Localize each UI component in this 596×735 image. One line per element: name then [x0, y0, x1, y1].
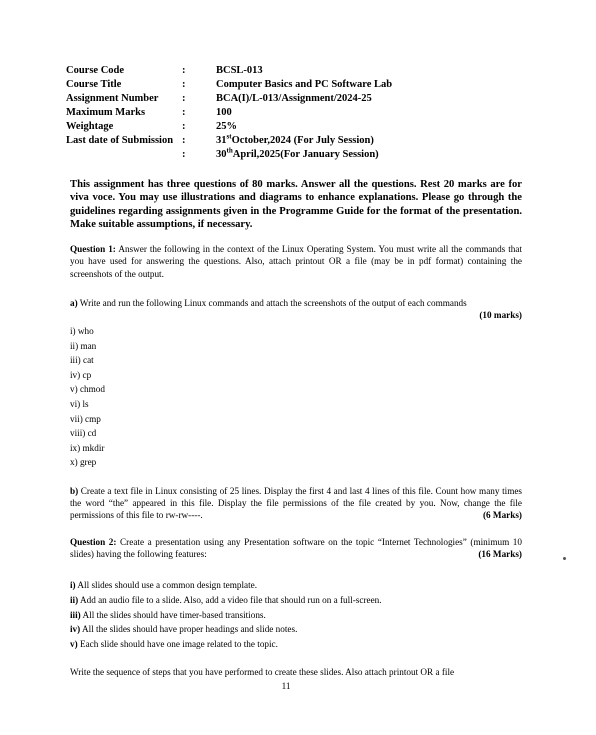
info-colon: :	[182, 79, 186, 90]
question-2-text: Create a presentation using any Presentation software on the topic “Internet Technologies” (minimum 10 slides) having the following features:	[70, 537, 522, 560]
list-item: iv) cp	[70, 369, 92, 380]
info-label: Course Code	[66, 65, 125, 76]
info-colon: :	[182, 93, 186, 104]
info-label: Last date of Submission	[66, 135, 174, 146]
info-value: Computer Basics and PC Software Lab	[216, 79, 393, 90]
list-item: ii) man	[70, 340, 97, 351]
list-item: vii) cmp	[70, 413, 101, 424]
part-a-text: Write and run the following Linux commands and attach the screenshots of the output of each commands	[77, 298, 467, 308]
info-value: BCA(I)/L-013/Assignment/2024-25	[216, 93, 372, 104]
list-item: i) who	[70, 326, 94, 336]
question-2-label: Question 2:	[70, 537, 117, 547]
stray-dot-mark	[563, 557, 566, 560]
list-item: i) All slides should use a common design template.	[70, 580, 258, 590]
info-label: Weightage	[66, 121, 114, 132]
part-b-marks: (6 Marks)	[482, 510, 522, 521]
info-value: 25%	[216, 121, 237, 132]
info-label: Course Title	[66, 79, 122, 90]
question-1-text: Answer the following in the context of the Linux Operating System. You must write all the commands that you have used for answering the questions. Also, attach printout OR a file (may be in pdf format) containing the screenshots of the output.	[70, 244, 522, 279]
list-item: vi) ls	[70, 398, 89, 409]
question-2-marks: (16 Marks)	[478, 549, 522, 560]
submission-date-july: 31stOctober,2024 (For July Session)	[216, 132, 374, 146]
info-label: Maximum Marks	[66, 107, 146, 118]
part-a-label: a)	[70, 298, 78, 308]
info-label: Assignment Number	[66, 93, 159, 104]
part-b-text: Create a text file in Linux consisting of 25 lines. Display the first 4 and last 4 lines of this file. Count how many times the word “the” appeared in this file. Display the file permissions of the file created by you. Now, change the file permissions of this file to rw-rw----.	[70, 486, 522, 521]
list-item: iii) All the slides should have timer-based transitions.	[70, 609, 266, 620]
list-item: ii) Add an audio file to a slide. Also, add a video file that should run on a full-screen.	[70, 594, 382, 605]
question-1	[70, 243, 522, 280]
list-item: v) chmod	[70, 384, 105, 395]
page-number: 11	[281, 681, 291, 691]
list-item: iv) All the slides should have proper headings and slide notes.	[70, 624, 298, 635]
info-value: BCSL-013	[216, 65, 263, 76]
list-item: ix) mkdir	[70, 442, 105, 453]
info-colon: :	[182, 65, 186, 76]
part-b	[70, 485, 522, 522]
list-item: viii) cd	[70, 428, 97, 439]
info-value: 100	[216, 107, 232, 118]
part-a	[70, 297, 522, 321]
info-colon: :	[182, 121, 186, 132]
presentation-feature-list	[70, 578, 382, 652]
info-colon: :	[182, 149, 186, 160]
part-a-marks: (10 marks)	[479, 310, 522, 320]
list-item: iii) cat	[70, 355, 94, 366]
info-colon: :	[182, 107, 186, 118]
question-2	[70, 536, 522, 560]
list-item: x) grep	[70, 457, 97, 468]
info-colon: :	[182, 135, 186, 146]
linux-command-list	[70, 324, 105, 470]
part-b-label: b)	[70, 486, 79, 496]
assignment-instructions: This assignment has three questions of 80 marks. Answer all the questions. Rest 20 marks are for viva voce. You may use illustrations and diagrams to enhance explanations. Please go through the guidelines regarding assignments given in the Programme Guide for the format of the presentation. Make suitable assumptions, if necessary.	[70, 179, 522, 231]
submission-date-january: 30thApril,2025(For January Session)	[216, 146, 379, 160]
closing-instruction: Write the sequence of steps that you have performed to create these slides. Also attach printout OR a file	[70, 667, 455, 677]
list-item: v) Each slide should have one image related to the topic.	[70, 639, 278, 650]
question-1-label: Question 1:	[70, 244, 116, 254]
